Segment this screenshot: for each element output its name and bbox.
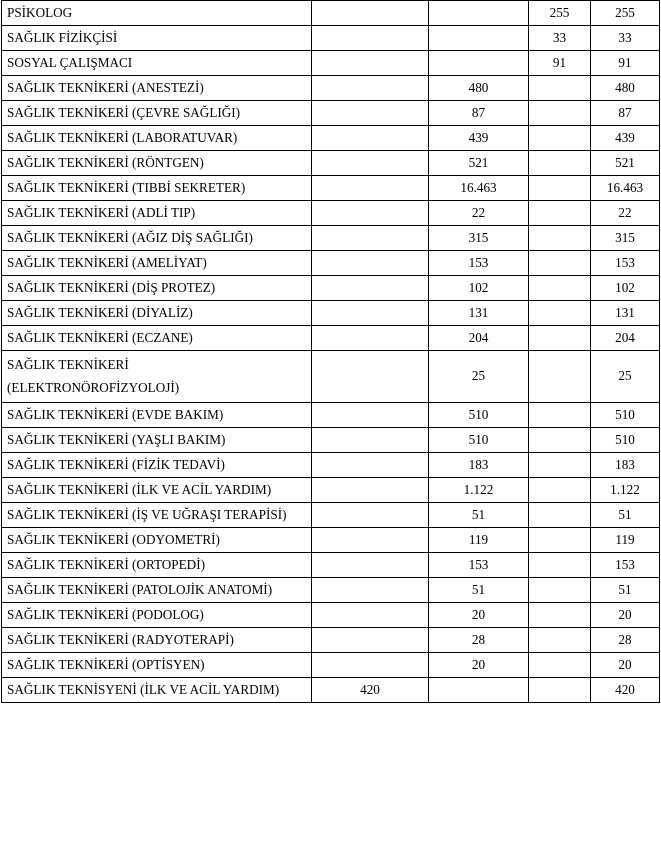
cell-kadro-a — [312, 653, 429, 678]
cell-kadro-b: 480 — [429, 76, 529, 101]
cell-kadro-c — [529, 528, 591, 553]
cell-title: SAĞLIK TEKNİKERİ (ADLİ TIP) — [2, 201, 312, 226]
cell-title: SAĞLIK TEKNİKERİ (RADYOTERAPİ) — [2, 628, 312, 653]
cell-title: PSİKOLOG — [2, 1, 312, 26]
cell-title: SAĞLIK TEKNİKERİ (YAŞLI BAKIM) — [2, 428, 312, 453]
cell-title: SAĞLIK TEKNİKERİ (OPTİSYEN) — [2, 653, 312, 678]
cell-toplam: 22 — [591, 201, 660, 226]
cell-kadro-b: 315 — [429, 226, 529, 251]
cell-title — [2, 351, 312, 403]
cell-title: SAĞLIK TEKNİKERİ (ODYOMETRİ) — [2, 528, 312, 553]
cell-kadro-a — [312, 76, 429, 101]
table-body — [2, 1, 660, 703]
cell-title: SAĞLIK TEKNİKERİ (PODOLOG) — [2, 603, 312, 628]
cell-kadro-c: 91 — [529, 51, 591, 76]
cell-toplam: 25 — [591, 351, 660, 403]
cell-title: SAĞLIK TEKNİKERİ (DİŞ PROTEZ) — [2, 276, 312, 301]
cell-kadro-c — [529, 351, 591, 403]
cell-toplam: 153 — [591, 553, 660, 578]
cell-toplam: 28 — [591, 628, 660, 653]
cell-kadro-c — [529, 326, 591, 351]
cell-kadro-b — [429, 26, 529, 51]
cell-toplam: 16.463 — [591, 176, 660, 201]
cell-kadro-c — [529, 428, 591, 453]
cell-toplam: 315 — [591, 226, 660, 251]
cell-title: SAĞLIK TEKNİKERİ (İŞ VE UĞRAŞI TERAPİSİ) — [2, 503, 312, 528]
cell-kadro-b: 87 — [429, 101, 529, 126]
table-row — [2, 251, 660, 276]
cell-kadro-b: 153 — [429, 553, 529, 578]
cell-toplam: 119 — [591, 528, 660, 553]
cell-kadro-b: 510 — [429, 428, 529, 453]
cell-kadro-b: 22 — [429, 201, 529, 226]
cell-kadro-a — [312, 628, 429, 653]
cell-toplam: 521 — [591, 151, 660, 176]
cell-toplam: 510 — [591, 428, 660, 453]
cell-kadro-b — [429, 51, 529, 76]
cell-title: SAĞLIK TEKNİKERİ (DİYALİZ) — [2, 301, 312, 326]
cell-kadro-b: 204 — [429, 326, 529, 351]
cell-kadro-b: 521 — [429, 151, 529, 176]
cell-toplam: 51 — [591, 578, 660, 603]
cell-toplam: 33 — [591, 26, 660, 51]
cell-kadro-b: 153 — [429, 251, 529, 276]
cell-kadro-a — [312, 478, 429, 503]
table-row — [2, 553, 660, 578]
cell-kadro-a — [312, 351, 429, 403]
cell-kadro-c — [529, 628, 591, 653]
cell-kadro-a — [312, 1, 429, 26]
cell-kadro-a — [312, 226, 429, 251]
cell-kadro-c: 33 — [529, 26, 591, 51]
cell-kadro-a — [312, 126, 429, 151]
cell-kadro-b: 20 — [429, 603, 529, 628]
cell-kadro-c — [529, 453, 591, 478]
cell-toplam: 204 — [591, 326, 660, 351]
cell-title-line: (ELEKTRONÖROFİZYOLOJİ) — [7, 379, 180, 395]
cell-toplam: 51 — [591, 503, 660, 528]
cell-kadro-a — [312, 603, 429, 628]
table-row — [2, 503, 660, 528]
cell-kadro-c — [529, 301, 591, 326]
table-row — [2, 351, 660, 403]
cell-toplam: 87 — [591, 101, 660, 126]
cell-kadro-a — [312, 176, 429, 201]
cell-kadro-b: 510 — [429, 403, 529, 428]
table-row — [2, 101, 660, 126]
cell-title: SAĞLIK TEKNİKERİ (AĞIZ DİŞ SAĞLIĞI) — [2, 226, 312, 251]
cell-toplam: 1.122 — [591, 478, 660, 503]
cell-kadro-c — [529, 176, 591, 201]
personnel-table — [1, 0, 660, 703]
cell-title: SAĞLIK TEKNİKERİ (LABORATUVAR) — [2, 126, 312, 151]
cell-title: SAĞLIK TEKNİKERİ (AMELİYAT) — [2, 251, 312, 276]
cell-kadro-b: 102 — [429, 276, 529, 301]
cell-kadro-a — [312, 453, 429, 478]
cell-title: SAĞLIK FİZİKÇİSİ — [2, 26, 312, 51]
cell-toplam: 183 — [591, 453, 660, 478]
cell-toplam: 131 — [591, 301, 660, 326]
table-row — [2, 678, 660, 703]
cell-kadro-c — [529, 151, 591, 176]
cell-kadro-b: 183 — [429, 453, 529, 478]
cell-kadro-b — [429, 1, 529, 26]
cell-kadro-b: 25 — [429, 351, 529, 403]
cell-toplam: 20 — [591, 603, 660, 628]
table-row — [2, 578, 660, 603]
cell-title: SAĞLIK TEKNİKERİ (ECZANE) — [2, 326, 312, 351]
cell-kadro-c — [529, 226, 591, 251]
table-row — [2, 276, 660, 301]
cell-title: SAĞLIK TEKNİSYENİ (İLK VE ACİL YARDIM) — [2, 678, 312, 703]
cell-kadro-b: 131 — [429, 301, 529, 326]
cell-kadro-c — [529, 101, 591, 126]
cell-kadro-b: 16.463 — [429, 176, 529, 201]
cell-toplam: 20 — [591, 653, 660, 678]
cell-kadro-a — [312, 276, 429, 301]
table-row — [2, 453, 660, 478]
table-row — [2, 151, 660, 176]
table-row — [2, 126, 660, 151]
table-row — [2, 528, 660, 553]
cell-title: SAĞLIK TEKNİKERİ (PATOLOJİK ANATOMİ) — [2, 578, 312, 603]
cell-title: SAĞLIK TEKNİKERİ (ÇEVRE SAĞLIĞI) — [2, 101, 312, 126]
cell-toplam: 255 — [591, 1, 660, 26]
table-row — [2, 1, 660, 26]
table-row — [2, 201, 660, 226]
cell-kadro-a — [312, 301, 429, 326]
cell-kadro-a — [312, 553, 429, 578]
cell-kadro-b: 119 — [429, 528, 529, 553]
cell-kadro-a — [312, 151, 429, 176]
cell-toplam: 102 — [591, 276, 660, 301]
cell-kadro-a — [312, 51, 429, 76]
cell-kadro-a — [312, 201, 429, 226]
cell-kadro-b — [429, 678, 529, 703]
cell-toplam: 91 — [591, 51, 660, 76]
table-row — [2, 301, 660, 326]
cell-title: SAĞLIK TEKNİKERİ (İLK VE ACİL YARDIM) — [2, 478, 312, 503]
cell-kadro-c — [529, 503, 591, 528]
cell-toplam: 510 — [591, 403, 660, 428]
cell-kadro-b: 51 — [429, 503, 529, 528]
cell-kadro-a — [312, 428, 429, 453]
cell-kadro-b: 1.122 — [429, 478, 529, 503]
table-row — [2, 653, 660, 678]
cell-kadro-c — [529, 653, 591, 678]
cell-kadro-b: 51 — [429, 578, 529, 603]
table-row — [2, 628, 660, 653]
cell-kadro-c — [529, 578, 591, 603]
cell-kadro-c — [529, 201, 591, 226]
table-row — [2, 403, 660, 428]
cell-kadro-c — [529, 276, 591, 301]
cell-kadro-a — [312, 503, 429, 528]
cell-kadro-a — [312, 326, 429, 351]
cell-title: SAĞLIK TEKNİKERİ (ORTOPEDİ) — [2, 553, 312, 578]
cell-kadro-c — [529, 403, 591, 428]
cell-kadro-c — [529, 553, 591, 578]
cell-title: SAĞLIK TEKNİKERİ (FİZİK TEDAVİ) — [2, 453, 312, 478]
cell-title: SOSYAL ÇALIŞMACI — [2, 51, 312, 76]
cell-title: SAĞLIK TEKNİKERİ (EVDE BAKIM) — [2, 403, 312, 428]
cell-toplam: 480 — [591, 76, 660, 101]
cell-title-line: SAĞLIK TEKNİKERİ — [7, 357, 129, 372]
cell-kadro-b: 28 — [429, 628, 529, 653]
cell-kadro-c — [529, 678, 591, 703]
table-row — [2, 603, 660, 628]
cell-title: SAĞLIK TEKNİKERİ (ANESTEZİ) — [2, 76, 312, 101]
cell-kadro-c — [529, 478, 591, 503]
cell-kadro-c — [529, 126, 591, 151]
cell-kadro-b: 20 — [429, 653, 529, 678]
cell-kadro-c — [529, 76, 591, 101]
cell-kadro-c — [529, 603, 591, 628]
cell-title: SAĞLIK TEKNİKERİ (TIBBİ SEKRETER) — [2, 176, 312, 201]
cell-toplam: 439 — [591, 126, 660, 151]
cell-kadro-a — [312, 578, 429, 603]
table-row — [2, 326, 660, 351]
table-row — [2, 51, 660, 76]
table-row — [2, 26, 660, 51]
cell-kadro-a — [312, 403, 429, 428]
table-row — [2, 76, 660, 101]
cell-kadro-c: 255 — [529, 1, 591, 26]
cell-kadro-b: 439 — [429, 126, 529, 151]
cell-kadro-a — [312, 101, 429, 126]
cell-toplam: 153 — [591, 251, 660, 276]
table-row — [2, 428, 660, 453]
table-row — [2, 226, 660, 251]
table-row — [2, 478, 660, 503]
cell-title: SAĞLIK TEKNİKERİ (RÖNTGEN) — [2, 151, 312, 176]
cell-kadro-a — [312, 251, 429, 276]
table-row — [2, 176, 660, 201]
cell-kadro-a — [312, 528, 429, 553]
cell-toplam: 420 — [591, 678, 660, 703]
cell-kadro-a: 420 — [312, 678, 429, 703]
cell-kadro-a — [312, 26, 429, 51]
cell-kadro-c — [529, 251, 591, 276]
